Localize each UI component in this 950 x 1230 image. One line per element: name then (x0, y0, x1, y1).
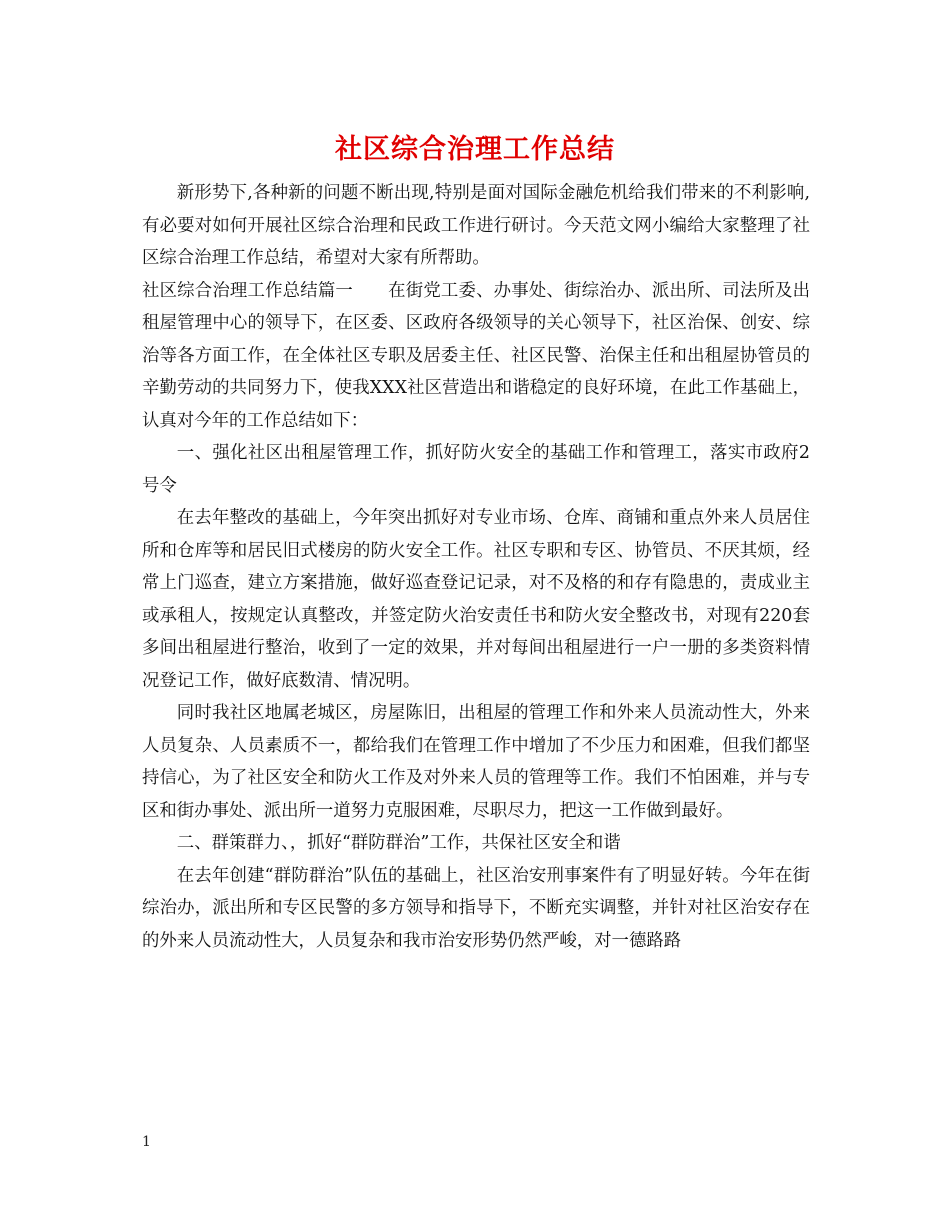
paragraph-rental-management: 在去年整改的基础上，今年突出抓好对专业市场、仓库、商铺和重点外来人员居住所和仓库等和居民旧式楼房的防火安全工作。社区专职和专区、协管员、不厌其烦，经常上门巡查，建立方案措施，做好巡查登记记录，对不及格的和存有隐患的，责成业主或承租人，按规定认真整改，并签定防火治安责任书和防火安全整改书，对现有220套多间出租屋进行整治，收到了一定的效果，并对每间出租屋进行一户一册的多类资料情况登记工作，做好底数清、情况明。 (142, 508, 810, 691)
page-number: 1 (142, 1134, 151, 1150)
paragraph-part-one-opening: 社区综合治理工作总结篇一 在街党工委、办事处、街综治办、派出所、司法所及出租屋管理中心的领导下，在区委、区政府各级领导的关心领导下，社区治保、创安、综治等各方面工作，在全体社区专职及居委主任、社区民警、治保主任和出租屋协管员的辛勤劳动的共同努力下，使我XXX社区营造出和谐稳定的良好环境，在此工作基础上，认真对今年的工作总结如下： (142, 280, 810, 431)
paragraph-intro: 新形势下,各种新的问题不断出现,特别是面对国际金融危机给我们带来的不利影响,有必要对如何开展社区综合治理和民政工作进行研讨。今天范文网小编给大家整理了社区综合治理工作总结，希望对大家有所帮助。 (142, 183, 810, 268)
document-body (142, 177, 810, 957)
document-title: 社区综合治理工作总结 (335, 134, 615, 165)
section-heading-two: 二、群策群力、，抓好“群防群治”工作，共保社区安全和谐 (176, 833, 621, 853)
section-heading-one: 一、强化社区出租屋管理工作，抓好防火安全的基础工作和管理工，落实市政府2号令 (142, 443, 810, 496)
paragraph-group-defense: 在去年创建“群防群治”队伍的基础上，社区治安刑事案件有了明显好转。今年在街综治办，派出所和专区民警的多方领导和指导下，不断充实调整，并针对社区治安存在的外来人员流动性大，人员复杂和我市治安形势仍然严峻，对一德路路 (142, 865, 810, 951)
paragraph-old-district: 同时我社区地属老城区，房屋陈旧，出租屋的管理工作和外来人员流动性大，外来人员复杂、人员素质不一，都给我们在管理工作中增加了不少压力和困难，但我们都坚持信心，为了社区安全和防火工作及对外来人员的管理等工作。我们不怕困难，并与专区和街办事处、派出所一道努力克服困难，尽职尽力，把这一工作做到最好。 (142, 703, 810, 821)
